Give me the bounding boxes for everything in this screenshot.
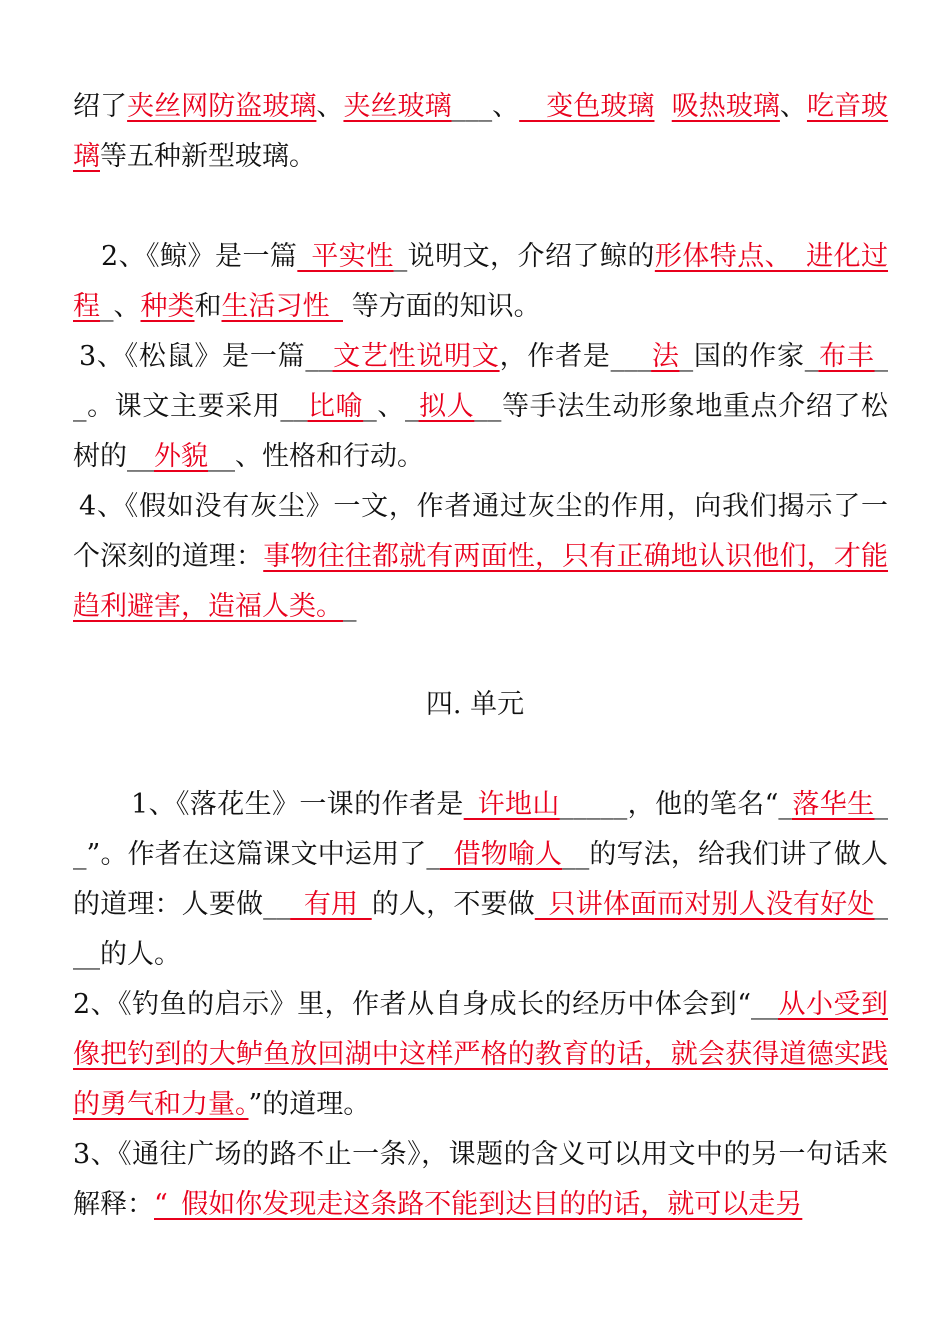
text: 2、《鲸》是一篇 bbox=[101, 241, 298, 272]
text: 1、《落花生》一课的作者是 bbox=[131, 789, 464, 820]
text: __的写法，给我们讲了做人的道理：人要做__ bbox=[73, 839, 888, 920]
paragraph-fishing bbox=[73, 980, 888, 1130]
text: ___、 bbox=[451, 91, 520, 122]
text: 的人，不要做 bbox=[371, 889, 535, 920]
answer: 布丰 bbox=[818, 341, 875, 372]
text: 和 bbox=[194, 291, 222, 322]
answer: 落华生 bbox=[791, 789, 875, 820]
text: __”。作者在这篇课文中运用了_ bbox=[73, 789, 888, 870]
text: _____，他的笔名“_ bbox=[559, 789, 792, 820]
text: 、 bbox=[316, 91, 344, 122]
text: __。课文主要采用__ bbox=[73, 341, 889, 422]
text: __等手法生动形象地重点介绍了松树的__ bbox=[73, 391, 889, 472]
text: ，作者是___ bbox=[499, 341, 652, 372]
paragraph-glass bbox=[73, 82, 888, 182]
paragraph-squirrel bbox=[73, 332, 888, 482]
answer: _借物喻人 bbox=[439, 839, 563, 870]
text: _、 bbox=[100, 291, 141, 322]
text: _ bbox=[343, 591, 357, 622]
answer: _平实性 bbox=[297, 241, 394, 272]
answer: 比喻 bbox=[307, 391, 364, 422]
answer: _只讲体面而对别人没有好处 bbox=[534, 889, 875, 920]
text: _、_ bbox=[363, 391, 419, 422]
paragraph-dust bbox=[73, 482, 888, 632]
answer: 吸热玻璃 bbox=[671, 91, 780, 122]
text: 4、《假如没有灰尘》一文，作者通过灰尘的作用，向我们揭示了一个深刻的道理： bbox=[73, 491, 888, 572]
text: 等五种新型玻璃。 bbox=[100, 141, 316, 172]
paragraph-road bbox=[73, 1130, 888, 1230]
answer: “_假如你发现走这条路不能到达目的的话，就可以走另 bbox=[154, 1189, 803, 1220]
answer: 从小受到像把钓到的大鲈鱼放回湖中这样严格的教育的话，就会获得道德实践的勇气和力量。 bbox=[73, 989, 889, 1120]
text: __、性格和行动。 bbox=[208, 441, 424, 472]
text: _说明文，介绍了鲸的 bbox=[393, 241, 655, 272]
section-heading: 四. 单元 bbox=[425, 689, 525, 720]
answer: 事物往往都就有两面性，只有正确地认识他们，才能趋利避害，造福人类。 bbox=[73, 541, 889, 622]
answer: 夹丝玻璃 bbox=[343, 91, 452, 122]
text: 3、《通往广场的路不止一条》，课题的含义可以用文中的另一句话来解释： bbox=[73, 1139, 888, 1220]
answer: _许地山 bbox=[463, 789, 560, 820]
text: ___的人。 bbox=[73, 889, 889, 970]
answer: 夹丝网防盗玻璃 bbox=[127, 91, 317, 122]
paragraph-whale bbox=[73, 232, 888, 332]
text: 、 bbox=[779, 91, 807, 122]
text: 2、《钓鱼的启示》里，作者从自身成长的经历中体会到“__ bbox=[73, 989, 778, 1020]
answer: 形体特点、_进化过程 bbox=[73, 241, 889, 322]
answer: 法 bbox=[651, 341, 680, 372]
text: 3、《松鼠》是一篇__ bbox=[79, 341, 333, 372]
answer: 文艺性说明文 bbox=[332, 341, 500, 372]
text: _国的作家_ bbox=[679, 341, 819, 372]
text: 绍了 bbox=[73, 91, 128, 122]
text: ”的道理。 bbox=[248, 1089, 371, 1120]
answer: 拟人 bbox=[418, 391, 475, 422]
answer: 生活习性_ bbox=[221, 291, 343, 322]
text: 等方面的知识。 bbox=[343, 291, 541, 322]
answer: 外貌 bbox=[154, 441, 208, 472]
answer: __变色玻璃 bbox=[519, 91, 655, 122]
answer: _有用_ bbox=[290, 889, 372, 920]
answer: 种类 bbox=[140, 291, 195, 322]
answer: 吃音玻璃 bbox=[73, 91, 889, 172]
paragraph-peanut bbox=[73, 780, 888, 980]
